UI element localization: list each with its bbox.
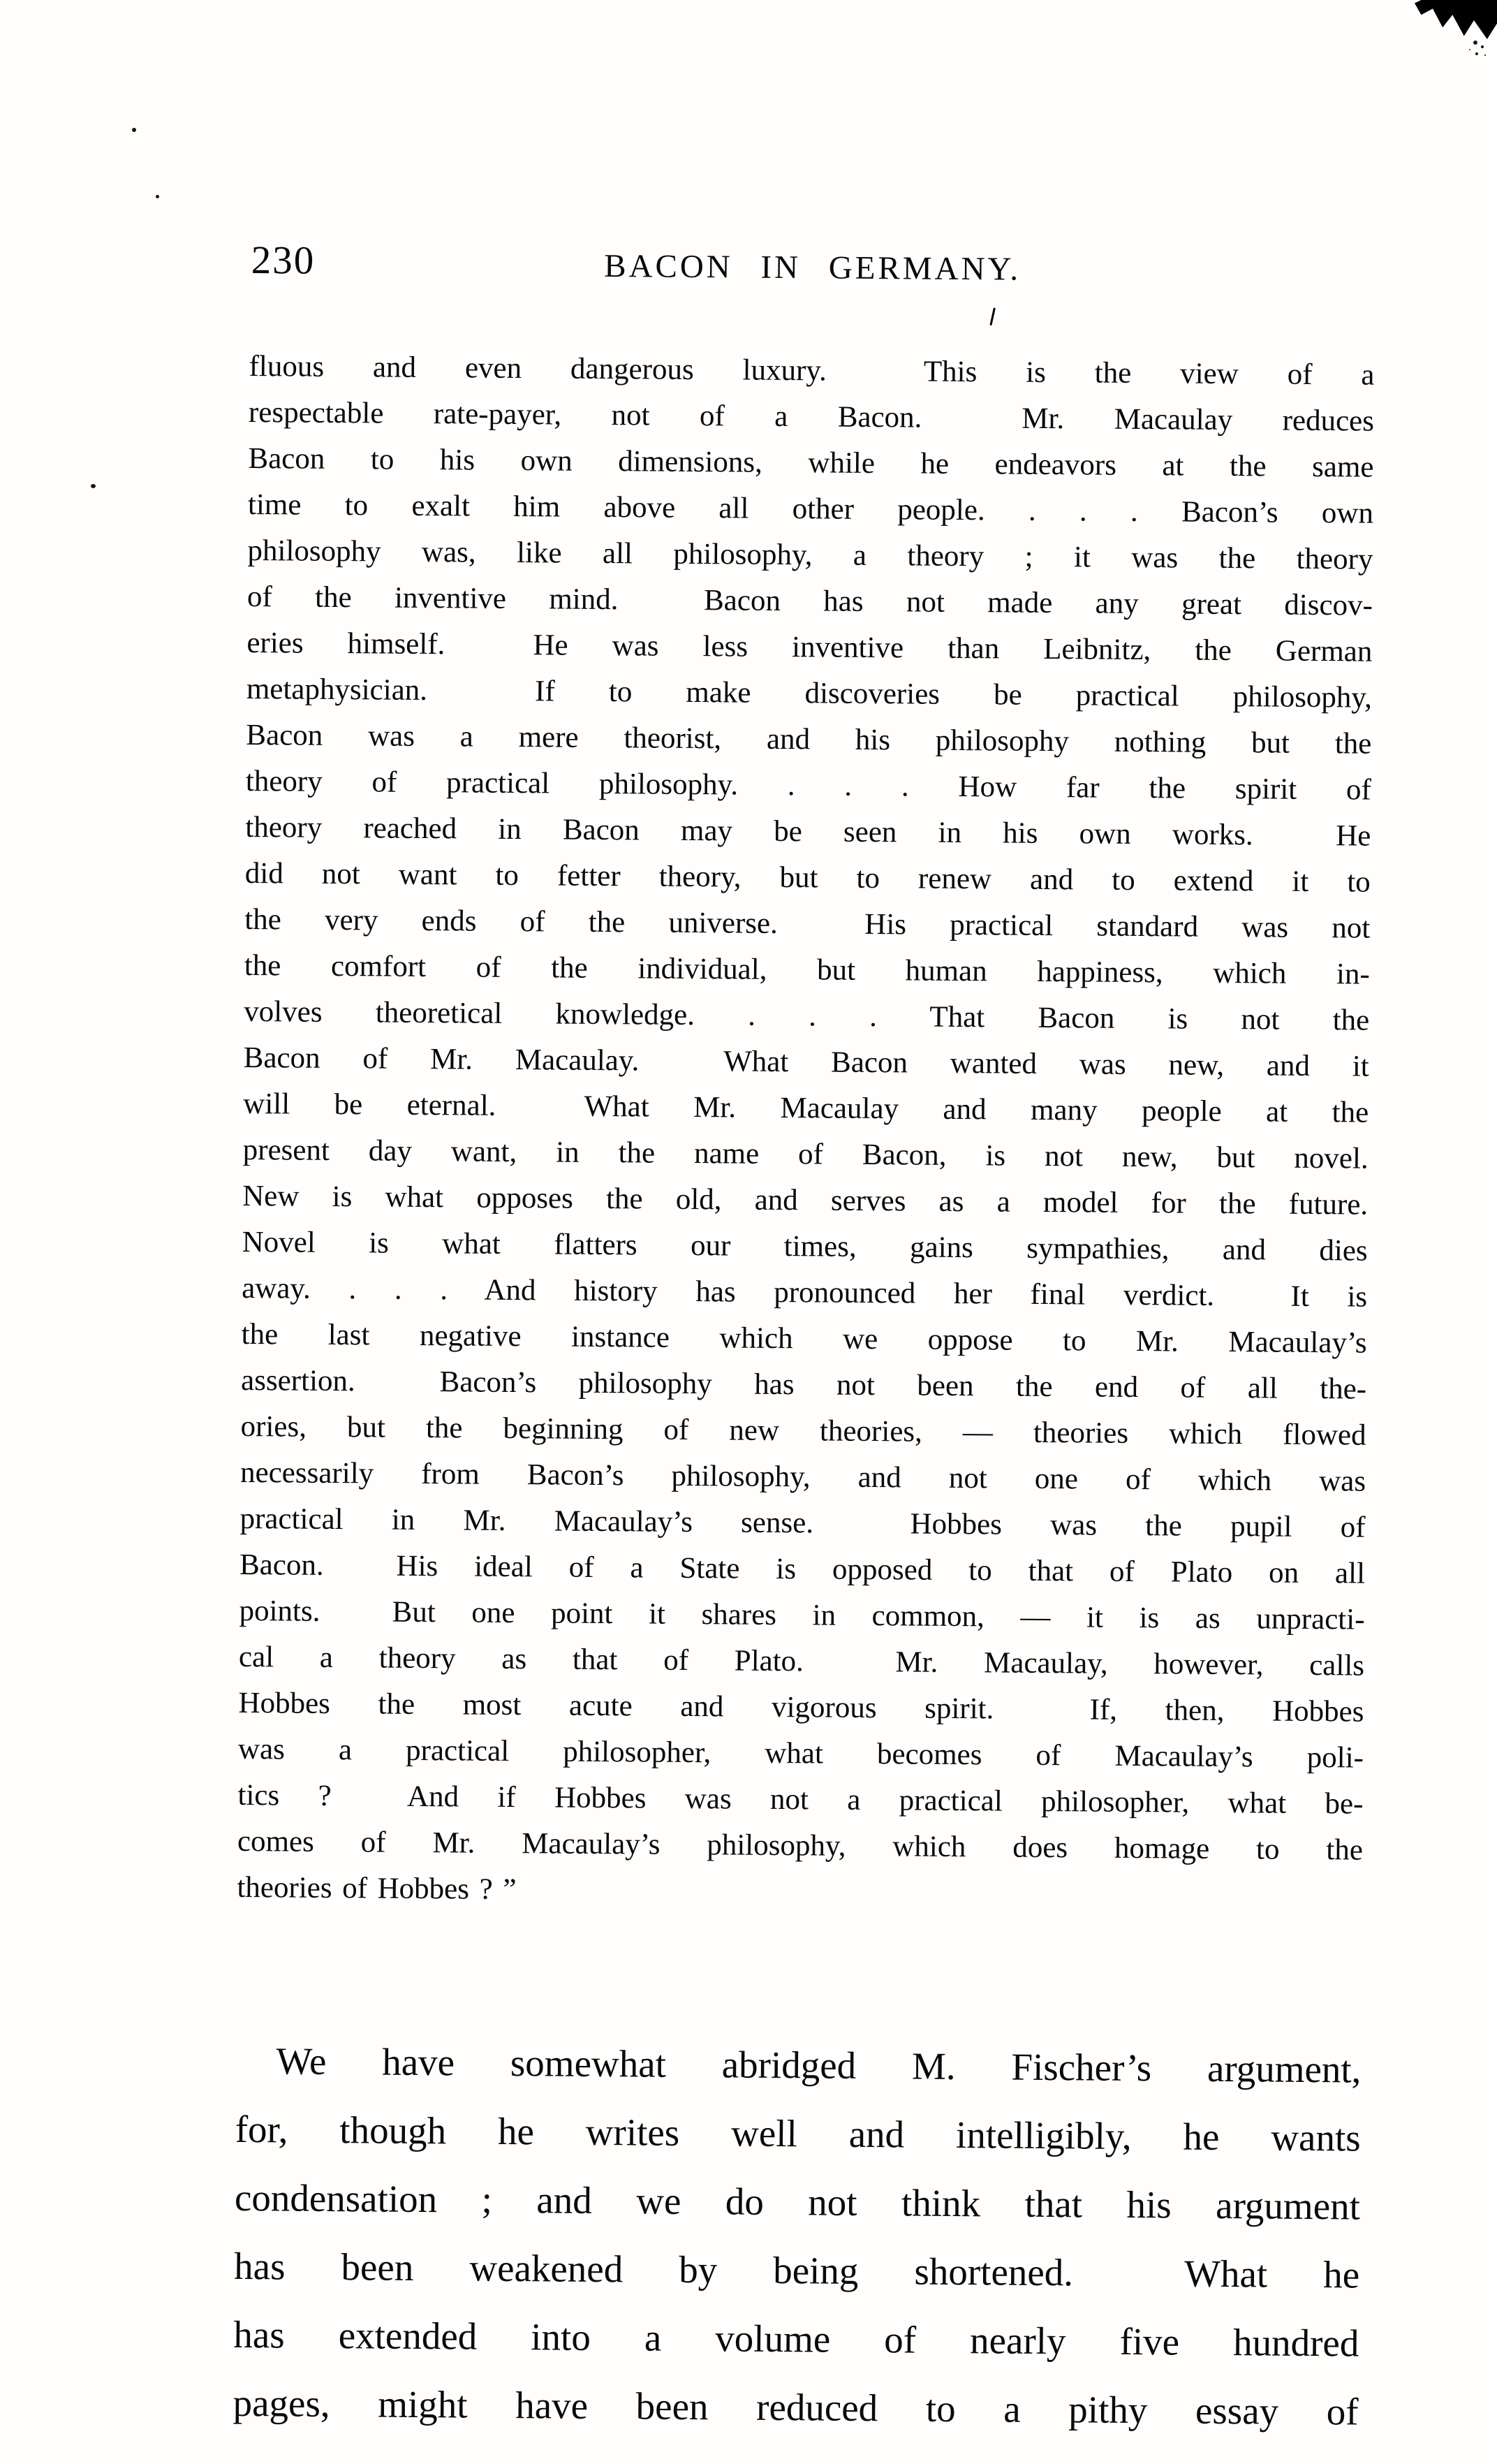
- text-line: has extended into a volume of nearly five hundred: [233, 2312, 1359, 2365]
- page-number: 230: [251, 238, 316, 283]
- text-line: philosophy was, like all philosophy, a theory ; it was the theory: [247, 534, 1373, 576]
- text-line: of the inventive mind. Bacon has not made any great discov-: [246, 580, 1373, 622]
- text-line: Novel is what flatters our times, gains sympathies, and dies: [242, 1225, 1368, 1268]
- text-line: theory reached in Bacon may be seen in his own works. He: [245, 810, 1371, 853]
- text-line: fluous and even dangerous luxury. This is the view of a: [249, 349, 1375, 392]
- text-line: New is what opposes the old, and serves as a model for the future.: [242, 1179, 1369, 1222]
- quote-block: [237, 344, 1375, 1920]
- text-line: did not want to fetter theory, but to renew and to extend it to: [244, 856, 1371, 899]
- text-line: necessarily from Bacon’s philosophy, and not one of which was: [239, 1455, 1366, 1498]
- text-line: tics ? And if Hobbes was not a practical philosopher, what be-: [237, 1778, 1364, 1821]
- text-line: eries himself. He was less inventive than Leibnitz, the German: [246, 626, 1373, 668]
- scan-artifact-dots: [1473, 41, 1477, 45]
- text-line: condensation ; and we do not think that his argument: [234, 2176, 1361, 2228]
- text-line: volves theoretical knowledge. . . . That Bacon is not the: [244, 995, 1370, 1037]
- text-line: theory of practical philosophy. . . . How far the spirit of: [245, 764, 1372, 807]
- text-line: away. . . . And history has pronounced her final verdict. It is: [241, 1271, 1368, 1314]
- page-content: [233, 237, 1376, 2447]
- text-line: the comfort of the individual, but human happiness, which in-: [244, 948, 1370, 991]
- ink-speck: [156, 195, 159, 198]
- text-line: comes of Mr. Macaulay’s philosophy, which does homage to the: [237, 1824, 1364, 1867]
- text-line: the last negative instance which we oppose to Mr. Macaulay’s: [241, 1317, 1367, 1360]
- text-line: Bacon of Mr. Macaulay. What Bacon wanted was new, and it: [243, 1041, 1369, 1083]
- text-line: practical in Mr. Macaulay’s sense. Hobbes was the pupil of: [239, 1502, 1366, 1544]
- text-line: Bacon. His ideal of a State is opposed to that of Plato on all: [239, 1548, 1366, 1590]
- text-line: pages, might have been reduced to a pithy essay of: [233, 2381, 1359, 2433]
- running-head-title: BACON IN GERMANY.: [604, 247, 1022, 288]
- text-line: assertion. Bacon’s philosophy has not been the end of all the-: [240, 1363, 1367, 1406]
- text-line: metaphysician. If to make discoveries be practical philosophy,: [246, 672, 1373, 714]
- text-line: has been weakened by being shortened. What he: [233, 2244, 1360, 2296]
- text-line: We have somewhat abridged M. Fischer’s argument,: [276, 2039, 1362, 2091]
- text-line: time to exalt him above all other people. . . . Bacon’s own: [247, 487, 1374, 530]
- text-line: cal a theory as that of Plato. Mr. Macaulay, however, calls: [238, 1640, 1365, 1682]
- page-header: [249, 237, 1376, 297]
- text-line: for, though he writes well and intelligibly, he wants: [235, 2107, 1361, 2159]
- closing-paragraph: [233, 2027, 1362, 2447]
- text-line: present day want, in the name of Bacon, is not new, but novel.: [242, 1133, 1369, 1175]
- text-line: was a practical philosopher, what becomes of Macaulay’s poli-: [237, 1732, 1364, 1775]
- text-line: Bacon was a mere theorist, and his philosophy nothing but the: [246, 718, 1372, 761]
- ink-mark: [989, 307, 996, 325]
- text-line: Bacon to his own dimensions, while he endeavors at the same: [248, 441, 1374, 484]
- text-line: points. But one point it shares in common, — it is as unpracti-: [239, 1594, 1365, 1636]
- text-line: Hobbes the most acute and vigorous spirit. If, then, Hobbes: [238, 1686, 1364, 1729]
- ink-speck: [132, 128, 136, 132]
- scan-artifact-corner: [1415, 0, 1497, 39]
- text-line: ories, but the beginning of new theories, — theories which flowed: [240, 1409, 1366, 1452]
- ink-speck: [91, 484, 96, 488]
- text-line: respectable rate-payer, not of a Bacon. Mr. Macaulay reduces: [248, 395, 1375, 438]
- text-line: will be eternal. What Mr. Macaulay and many people at the: [243, 1087, 1369, 1129]
- text-line: the very ends of the universe. His practical standard was not: [244, 902, 1371, 945]
- text-line: theories of Hobbes ? ”: [237, 1870, 517, 1907]
